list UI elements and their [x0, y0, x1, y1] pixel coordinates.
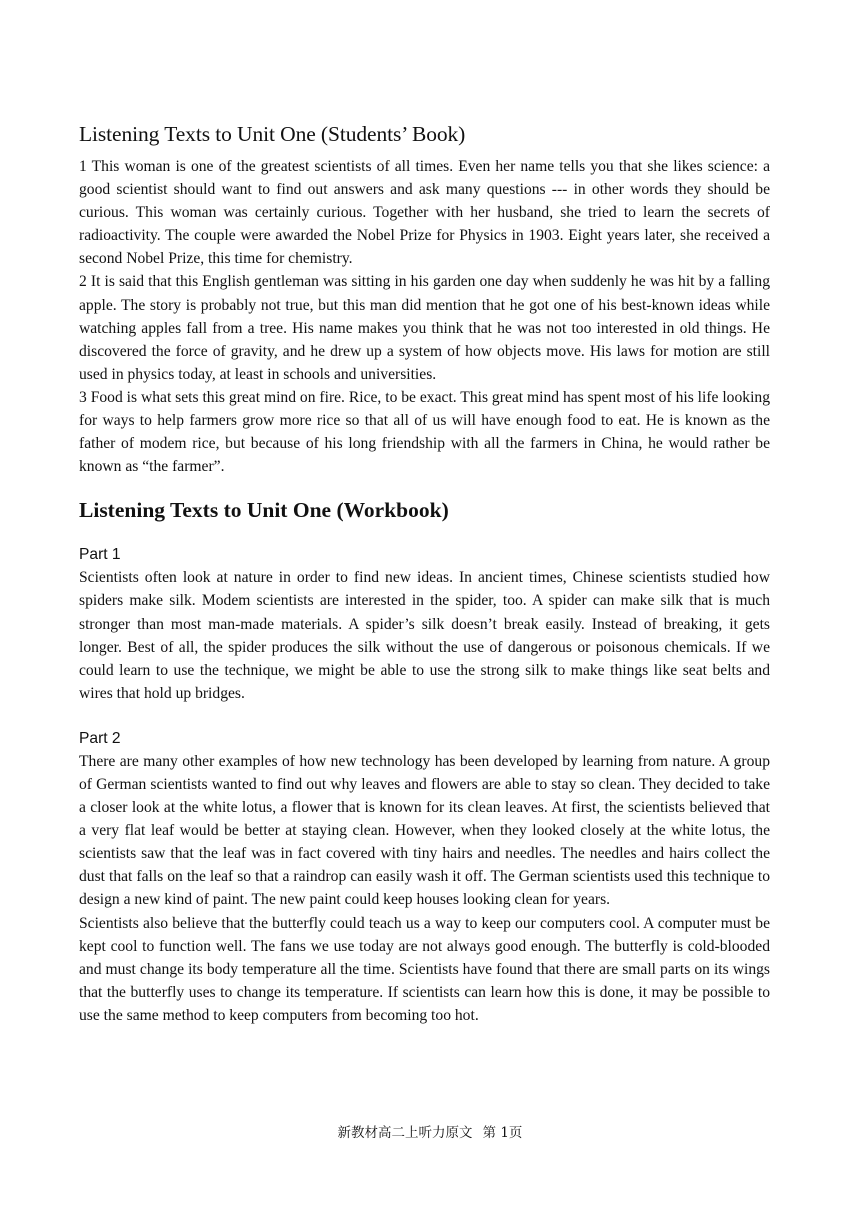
section-spacer: [79, 705, 770, 728]
document-page: [79, 120, 770, 1027]
students-book-title: Listening Texts to Unit One (Students’ Book): [79, 122, 466, 146]
students-book-section: [79, 155, 770, 478]
students-book-paragraph-3: 3 Food is what sets this great mind on fire. Rice, to be exact. This great mind has spent most of his life looking for ways to help farmers grow more rice so that all of us will have enough food to eat. He is known as the father of modem rice, but because of his long friendship with all the farmers in China, he would rather be known as “the farmer”.: [79, 388, 770, 476]
page-footer: [0, 1124, 860, 1142]
students-book-paragraph-2: 2 It is said that this English gentleman was sitting in his garden one day when suddenly he was hit by a falling apple. The story is probably not true, but this man did mention that he got one of his best-known ideas while watching apples fall from a tree. His name makes you think that he was not too interested in old things. He discovered the force of gravity, and he drew up a system of how objects move. His laws for motion are still used in physics today, at least in schools and universities.: [79, 273, 770, 383]
students-book-paragraph-1: 1 This woman is one of the greatest scientists of all times. Even her name tells you that she likes science: a good scientist should want to find out answers and ask many questions --- in other words they should be curious. This woman was certainly curious. Together with her husband, she tried to learn the secrets of radioactivity. The couple were awarded the Nobel Prize for Physics in 1903. Eight years later, she received a second Nobel Prize, this time for chemistry.: [79, 158, 770, 268]
workbook-part-1: [79, 544, 770, 705]
part-1-label: Part 1: [79, 546, 121, 564]
workbook-title: Listening Texts to Unit One (Workbook): [79, 498, 449, 523]
part-2-label: Part 2: [79, 729, 121, 747]
footer-document-name: 新教材高二上听力原文: [337, 1125, 473, 1141]
part-2-paragraph-2: Scientists also believe that the butterfly could teach us a way to keep our computers cool. A computer must be kept cool to function well. The fans we use today are not always good enough. The butterfly is cold-blooded and must change its body temperature all the time. Scientists have found that there are small parts on its wings that the butterfly uses to change its temperature. If scientists can learn how this is done, it may be possible to use the same method to keep computers from becoming too hot.: [79, 914, 770, 1024]
footer-page-number: 第 1页: [482, 1125, 523, 1141]
workbook-part-2: [79, 728, 770, 1027]
part-1-paragraph-1: Scientists often look at nature in order to find new ideas. In ancient times, Chinese scientists studied how spiders make silk. Modem scientists are interested in the spider, too. A spider can make silk that is much stronger than most man-made materials. A spider’s silk doesn’t break easily. Instead of breaking, it gets longer. Best of all, the spider produces the silk without the use of dangerous or poisonous chemicals. If we could learn to use the technique, we might be able to use the strong silk to make things like seat belts and wires that hold up bridges.: [79, 569, 770, 702]
part-2-paragraph-1: There are many other examples of how new technology has been developed by learning from nature. A group of German scientists wanted to find out why leaves and flowers are able to stay so clean. They decided to take a closer look at the white lotus, a flower that is known for its clean leaves. At first, the scientists believed that a very flat leaf would be better at staying clean. However, when they looked closely at the white lotus, the scientists saw that the leaf was in fact covered with tiny hairs and needles. The needles and hairs collect the dust that falls on the leaf so that a raindrop can easily wash it off. The German scientists used this technique to design a new kind of paint. The new paint could keep houses looking clean for years.: [79, 752, 770, 909]
